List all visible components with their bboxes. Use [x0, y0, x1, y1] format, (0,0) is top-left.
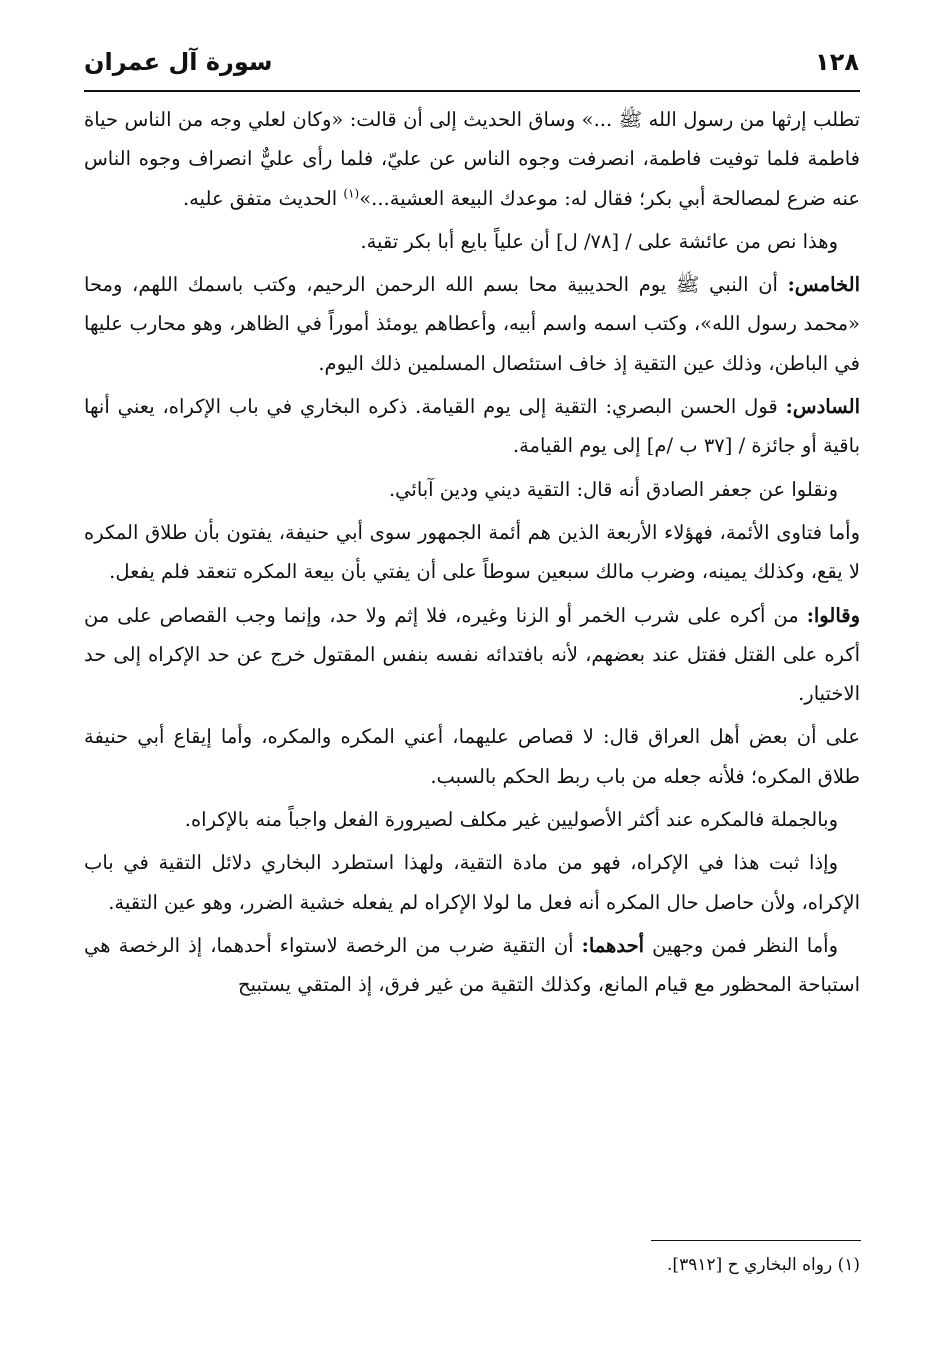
heading-sixth: السادس: [785, 395, 860, 419]
paragraph-11-text-a: وأما النظر فمن وجهين [644, 933, 838, 957]
paragraph-1-text: تطلب إرثها من رسول الله ﷺ ...» وساق الحديث إلى أن قالت: «وكان لعلي وجه من الناس حياة فاطمة فلما توفيت فاطمة، انصرفت وجوه الناس عن عليّ، فلما رأى عليٌّ انصراف وجوه الناس عنه ضرع لمصالحة أبي بكر؛ فقال له: موعدك البيعة العشية...» [84, 108, 860, 210]
paragraph-6: وأما فتاوى الأئمة، فهؤلاء الأربعة الذين هم أئمة الجمهور سوى أبي حنيفة، يفتون بأن طلاق المكره لا يقع، وكذلك يمينه، وضرب مالك سبعين سوطاً على أن يفتي بأن بيعة المكره تنعقد فلم يفعل. [84, 520, 860, 584]
footnote-ref: (١) [343, 186, 360, 201]
paragraph-10: وإذا ثبت هذا في الإكراه، فهو من مادة التقية، ولهذا استطرد البخاري دلائل التقية في باب الإكراه، ولأن حاصل حال المكره أنه فعل ما لولا الإكراه لم يفعله خشية الضرر، وهو عين التقية. [84, 851, 860, 914]
heading-they-said: وقالوا: [806, 603, 860, 627]
paragraph-8: على أن بعض أهل العراق قال: لا قصاص عليهما، أعني المكره والمكره، وأما إيقاع أبي حنيفة طلاق المكره؛ فلأنه جعله من باب ربط الحكم بالسبب. [84, 725, 860, 788]
paragraph-7-text: من أكره على شرب الخمر أو الزنا وغيره، فلا إثم ولا حد، وإنما وجب القصاص على من أكره على القتل فقتل عند بعضهم، لأنه بافتدائه نفسه بنفس المقتول خرج عن حد الإكراه إلى حد الاختيار. [84, 603, 860, 706]
paragraph-4-text: قول الحسن البصري: التقية إلى يوم القيامة. ذكره البخاري في باب الإكراه، يعني أنها باقية أو جائزة / [٣٧ ب /م] إلى يوم القيامة. [84, 395, 860, 458]
main-text [84, 100, 860, 1005]
surah-title: سورة آل عمران [84, 48, 273, 76]
paragraph-1-tail: الحديث متفق عليه. [182, 186, 344, 210]
paragraph-11 [84, 926, 860, 1005]
paragraph-5: ونقلوا عن جعفر الصادق أنه قال: التقية ديني ودين آبائي. [388, 477, 838, 501]
footnote-rule [651, 1240, 861, 1241]
paragraph-3 [84, 265, 860, 383]
header-rule [84, 90, 860, 92]
paragraph-11-text-b: أن التقية ضرب من الرخصة لاستواء أحدهما، إذ الرخصة هي استباحة المحظور مع قيام المانع، وكذلك التقية من غير فرق، إذ المتقي يستبيح [84, 933, 860, 997]
paragraph-9: وبالجملة فالمكره عند أكثر الأصوليين غير مكلف لصيرورة الفعل واجباً منه بالإكراه. [184, 808, 838, 832]
paragraph-7 [84, 596, 860, 714]
paragraph-2: وهذا نص من عائشة على / [٧٨/ ل] أن علياً بايع أبا بكر تقية. [360, 229, 838, 253]
footnote: (١) رواه البخاري ح [٣٩١٢]. [667, 1255, 860, 1275]
page-number: ١٢٨ [815, 48, 859, 76]
paragraph-1 [84, 100, 860, 218]
paragraph-3-text: أن النبي ﷺ يوم الحديبية محا بسم الله الرحمن الرحيم، وكتب باسمك اللهم، ومحا «محمد رسول الله»، وكتب اسمه واسم أبيه، وأعطاهم يومئذ أموراً في الظاهر، وهو محارب عليها في الباطن، وذلك عين التقية إذ خاف استئصال المسلمين ذلك اليوم. [84, 273, 860, 375]
page-header [84, 38, 859, 86]
paragraph-4 [84, 387, 860, 466]
heading-first-of-two: أحدهما: [581, 933, 645, 957]
heading-fifth: الخامس: [787, 273, 860, 297]
